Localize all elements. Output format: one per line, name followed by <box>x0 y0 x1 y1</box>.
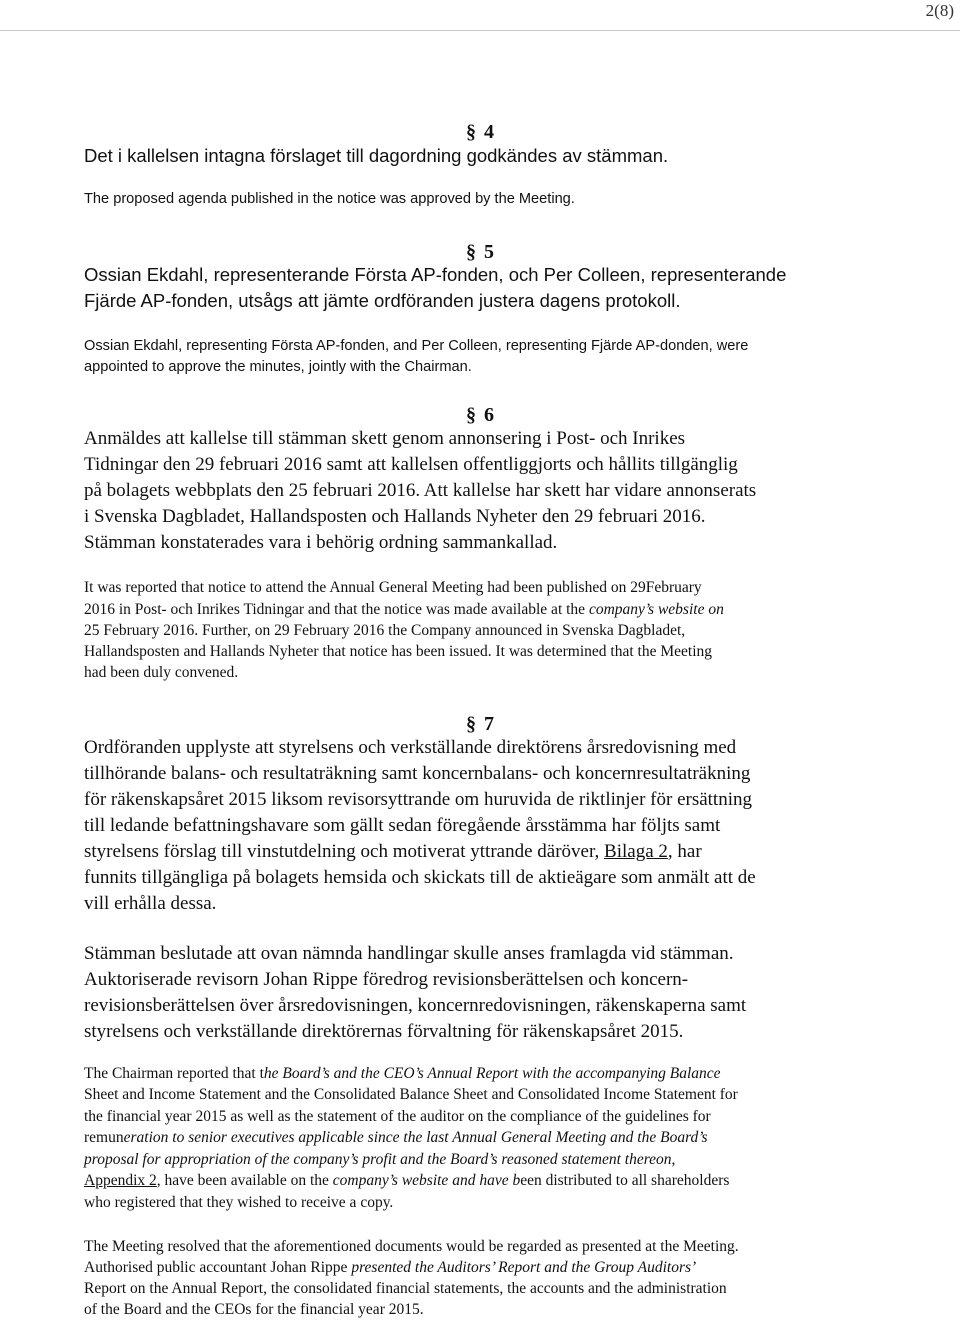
section-7-swedish-line: funnits tillgängliga på bolagets hemsida och skickats till de aktieägare som anmält att de <box>84 867 756 888</box>
section-6-heading: § 6 <box>466 404 494 426</box>
section-7-english-line: Sheet and Income Statement and the Consolidated Balance Sheet and Consolidated Income Statement for <box>84 1086 738 1103</box>
header-divider <box>0 30 960 31</box>
section-7-swedish-line: Stämman beslutade att ovan nämnda handlingar skulle anses framlagda vid stämman. <box>84 943 734 964</box>
section-4-swedish: Det i kallelsen intagna förslaget till dagordning godkändes av stämman. <box>84 145 669 166</box>
section-7-english-line: Report on the Annual Report, the consolidated financial statements, the accounts and the administration <box>84 1280 727 1297</box>
section-7-swedish-line: Ordföranden upplyste att styrelsens och verkställande direktörens årsredovisning med <box>84 737 737 758</box>
section-7-english-line: remuneration to senior executives applicable since the last Annual General Meeting and the Board’s <box>84 1129 708 1146</box>
section-7-heading: § 7 <box>466 713 494 735</box>
section-sign-icon: § <box>466 404 476 426</box>
section-7-swedish-line: för räkenskapsåret 2015 liksom revisorsyttrande om huruvida de riktlinjer för ersättning <box>84 789 752 810</box>
section-6-swedish-line: på bolagets webbplats den 25 februari 2016. Att kallelse har skett har vidare annonserats <box>84 480 757 501</box>
section-7-english-line: The Meeting resolved that the aforementioned documents would be regarded as presented at the Meeting. <box>84 1238 739 1255</box>
section-5-heading: § 5 <box>466 241 494 263</box>
appendix-2-link[interactable]: Appendix 2 <box>84 1172 157 1189</box>
section-7-english-line: Authorised public accountant Johan Rippe presented the Auditors’ Report and the Group Auditors’ <box>84 1259 697 1276</box>
section-sign-icon: § <box>466 121 476 143</box>
section-7-english-line: Appendix 2, have been available on the company’s website and have been distributed to all shareholders <box>84 1172 730 1189</box>
page-number: 2(8) <box>925 1 954 20</box>
section-5-english-line: Ossian Ekdahl, representing Första AP-fonden, and Per Colleen, representing Fjärde AP-donden, were <box>84 338 749 354</box>
section-5-english-line: appointed to approve the minutes, jointly with the Chairman. <box>84 359 472 375</box>
section-5-swedish-line: Ossian Ekdahl, representerande Första AP-fonden, och Per Colleen, representerande <box>84 264 787 285</box>
section-6-swedish-line: Anmäldes att kallelse till stämman skett genom annonsering i Post- och Inrikes <box>84 428 686 449</box>
section-7-swedish-line: styrelsens förslag till vinstutdelning och motiverat yttrande däröver, Bilaga 2, har <box>84 841 702 862</box>
section-6-english-line: 2016 in Post- och Inrikes Tidningar and that the notice was made available at the company’s website on <box>84 601 724 618</box>
section-6-english-line: 25 February 2016. Further, on 29 February 2016 the Company announced in Svenska Dagbladet, <box>84 622 686 639</box>
section-7-swedish-line: styrelsens och verkställande direktörernas förvaltning för räkenskapsåret 2015. <box>84 1021 684 1042</box>
section-7-english-line: proposal for appropriation of the company’s profit and the Board’s reasoned statement thereon, <box>84 1151 676 1168</box>
section-7-english-line: The Chairman reported that the Board’s and the CEO’s Annual Report with the accompanying Balance <box>84 1065 721 1082</box>
section-7-swedish-line: vill erhålla dessa. <box>84 893 217 914</box>
section-6-english-line: Hallandsposten and Hallands Nyheter that notice has been issued. It was determined that the Meeting <box>84 643 712 660</box>
section-sign-icon: § <box>466 241 476 263</box>
section-6-english-line: had been duly convened. <box>84 664 239 681</box>
section-sign-icon: § <box>466 713 476 735</box>
section-7-english-line: who registered that they wished to receive a copy. <box>84 1194 394 1211</box>
section-7-swedish-line: tillhörande balans- och resultaträkning samt koncernbalans- och koncernresultaträkning <box>84 763 751 784</box>
bilaga-2-link[interactable]: Bilaga 2 <box>604 841 668 862</box>
section-6-english-line: It was reported that notice to attend the Annual General Meeting had been published on 29February <box>84 579 702 596</box>
section-6-swedish-line: Tidningar den 29 februari 2016 samt att kallelsen offentliggjorts och hållits tillgänglig <box>84 454 738 475</box>
section-7-swedish-line: till ledande befattningshavare som gällt sedan föregående årsstämma har följts samt <box>84 815 721 836</box>
section-7-swedish-line: Auktoriserade revisorn Johan Rippe föredrog revisionsberättelsen och koncern- <box>84 969 689 990</box>
section-7-english-line: of the Board and the CEOs for the financial year 2015. <box>84 1301 424 1318</box>
section-7-swedish-line: revisionsberättelsen över årsredovisningen, koncernredovisningen, räkenskaperna samt <box>84 995 747 1016</box>
section-4-english: The proposed agenda published in the notice was approved by the Meeting. <box>84 191 575 207</box>
section-6-swedish-line: Stämman konstaterades vara i behörig ordning sammankallad. <box>84 532 558 553</box>
section-5-swedish-line: Fjärde AP-fonden, utsågs att jämte ordföranden justera dagens protokoll. <box>84 290 681 311</box>
section-6-swedish-line: i Svenska Dagbladet, Hallandsposten och Hallands Nyheter den 29 februari 2016. <box>84 506 706 527</box>
section-4-heading: § 4 <box>466 121 494 143</box>
section-7-english-line: the financial year 2015 as well as the statement of the auditor on the compliance of the guidelines for <box>84 1108 711 1125</box>
